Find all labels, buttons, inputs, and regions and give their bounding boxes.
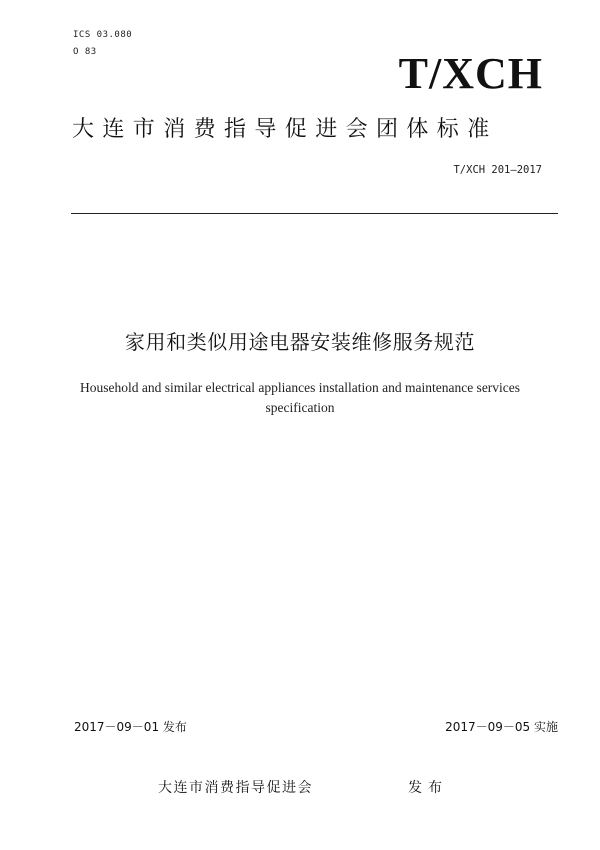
standard-number: T/XCH 201—2017 — [453, 164, 542, 176]
implementation-date: 2017－09－05 实施 — [445, 720, 558, 734]
document-title-english — [0, 378, 600, 418]
document-title-chinese: 家用和类似用途电器安装维修服务规范 — [124, 330, 476, 354]
publisher-name: 大连市消费指导促进会 — [158, 780, 313, 796]
english-title-line1: Household and similar electrical appliances installation and maintenance services — [79, 380, 521, 395]
ccs-code: O 83 — [73, 47, 97, 57]
organization-standard-heading: 大连市消费指导促进会团体标准 — [72, 117, 498, 142]
standard-logo: T/XCH — [398, 49, 543, 98]
issue-date: 2017－09－01 发布 — [74, 720, 187, 734]
english-title-line2: specification — [265, 400, 335, 415]
ics-code: ICS 03.080 — [73, 30, 133, 40]
header-divider — [71, 213, 558, 214]
publish-label: 发布 — [408, 780, 448, 796]
